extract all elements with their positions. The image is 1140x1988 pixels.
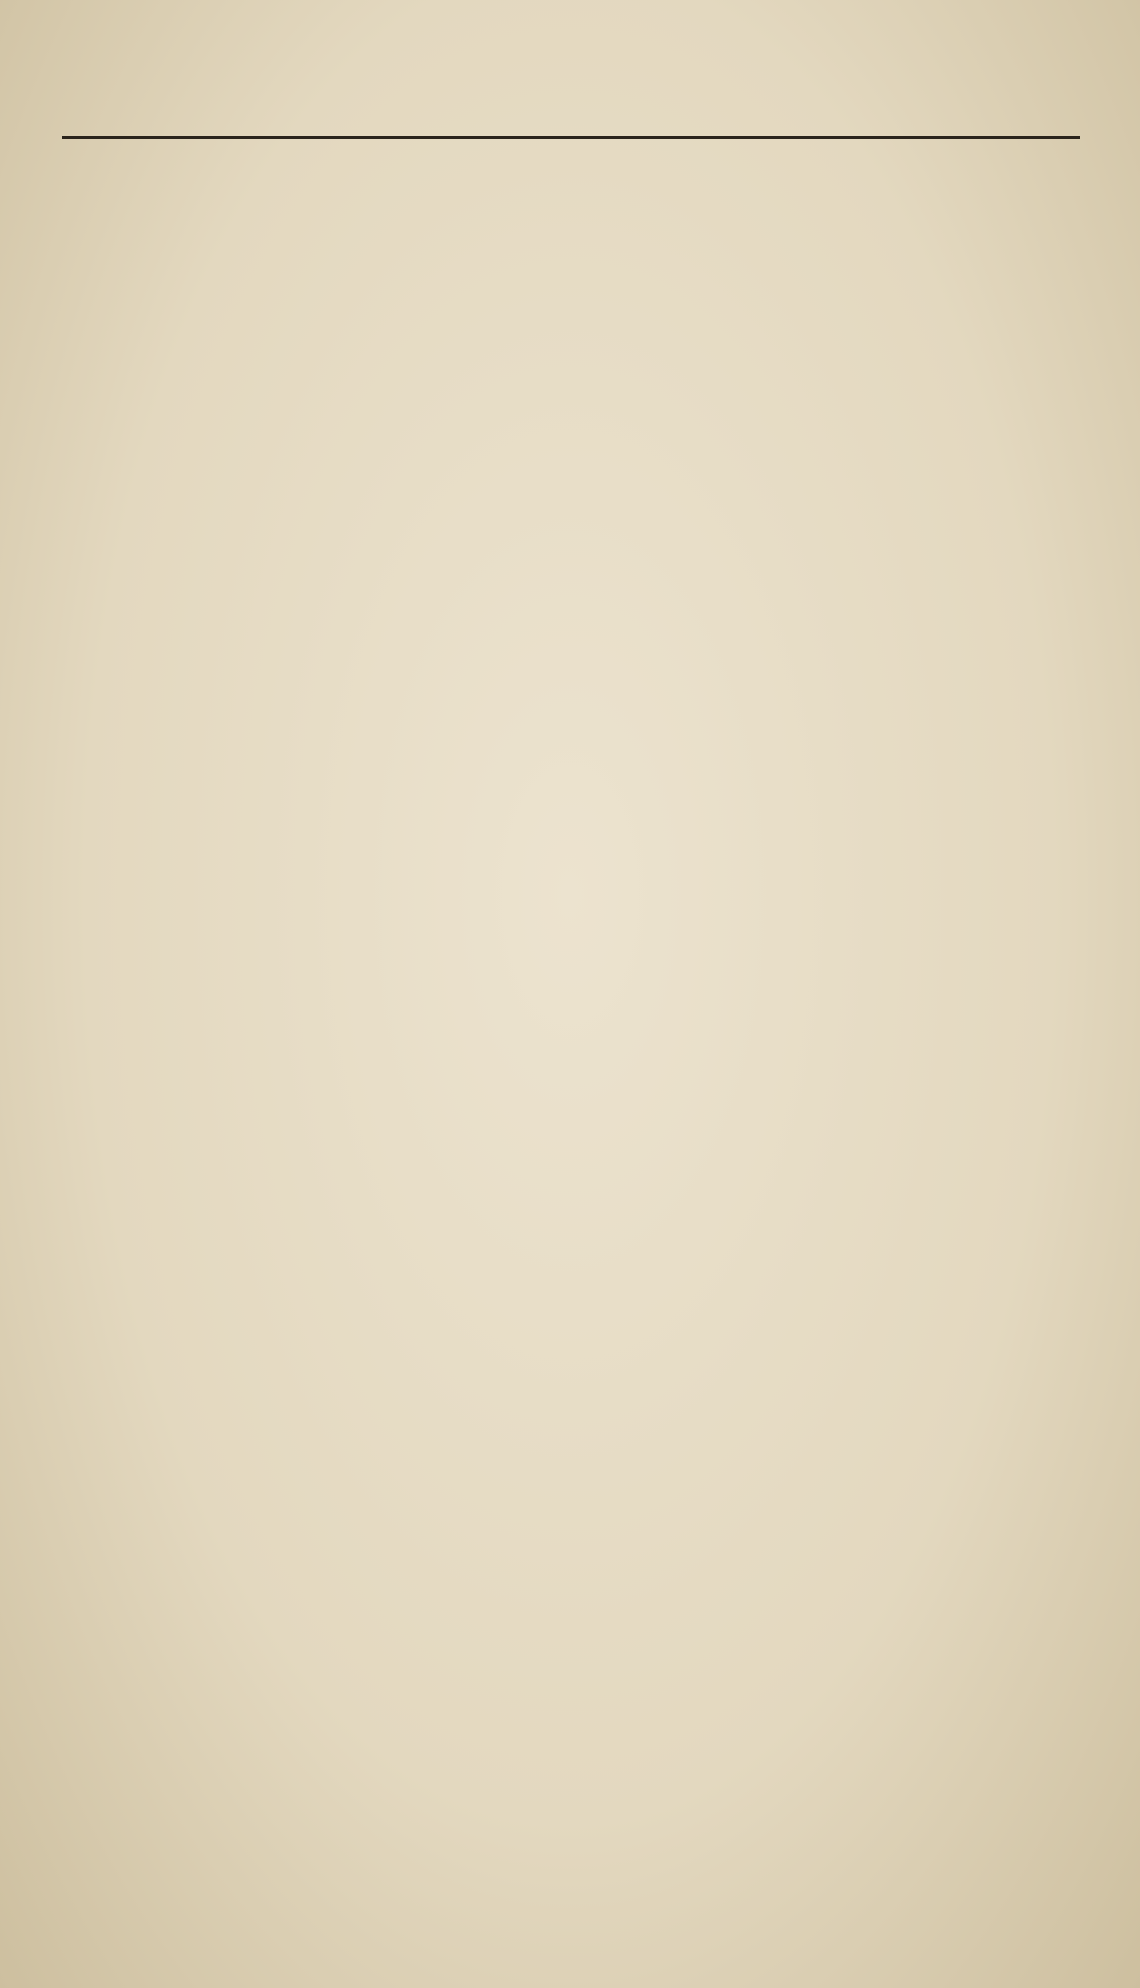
chapter-divider-rule xyxy=(62,136,1080,139)
running-head xyxy=(62,30,1080,110)
